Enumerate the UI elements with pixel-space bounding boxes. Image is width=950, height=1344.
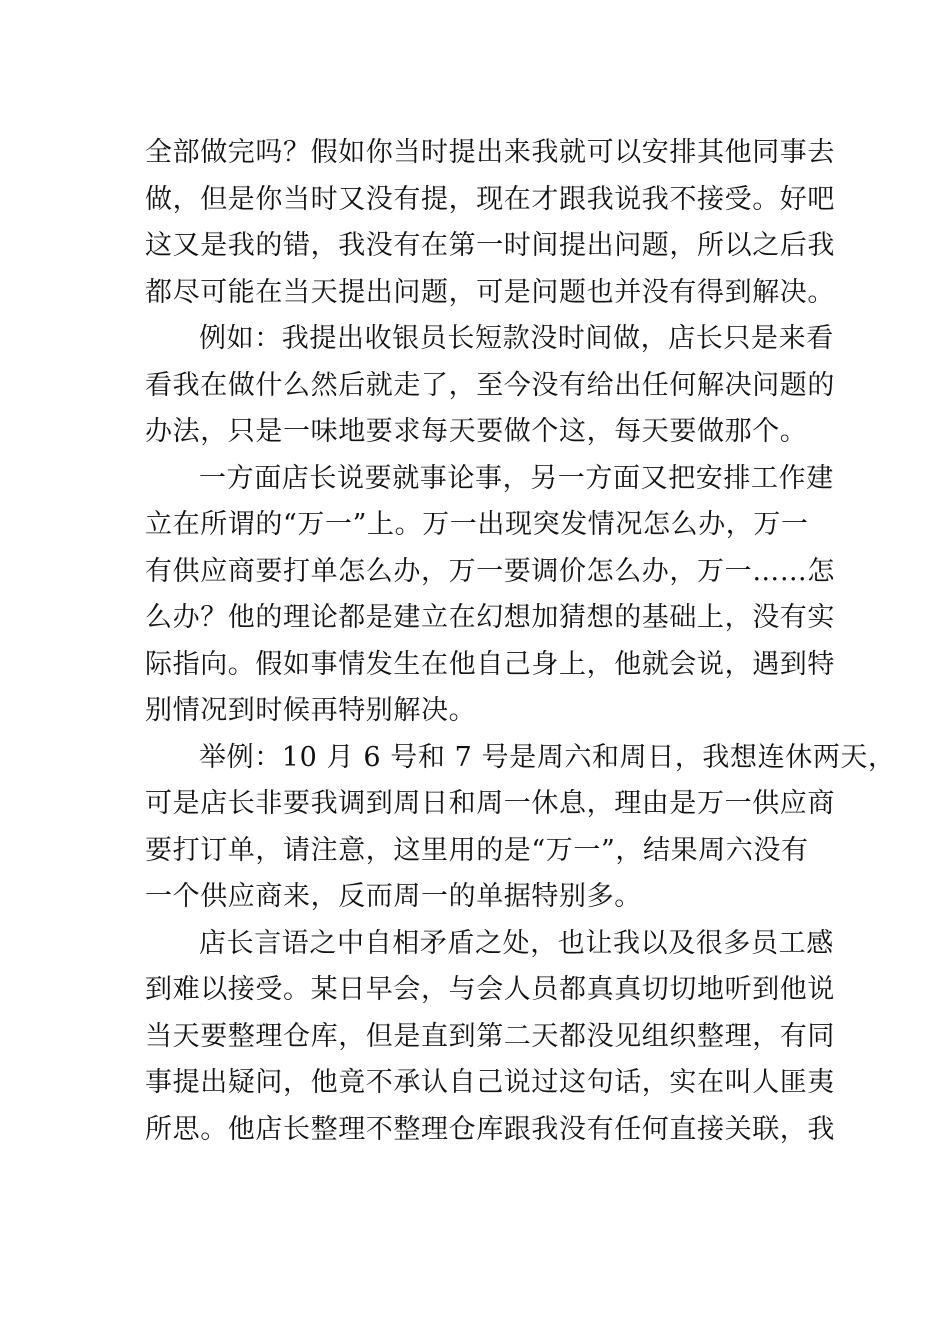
text-line: 一方面店长说要就事论事，另一方面又把安排工作建 (199, 462, 834, 494)
text-line: 可是店长非要我调到周日和周一休息，理由是万一供应商 (145, 788, 835, 819)
paragraph-2 (145, 316, 835, 456)
text-line: 要打订单，请注意，这里用的是“万一”，结果周六没有 (145, 834, 809, 866)
text-line: 举例：10 月 6 号和 7 号是周六和周日，我想连休两天， (199, 741, 896, 773)
text-line: 例如：我提出收银员长短款没时间做，店长只是来看 (199, 323, 834, 354)
text-line: 都尽可能在当天提出问题，可是问题也并没有得到解决。 (145, 276, 835, 308)
paragraph-4 (145, 735, 896, 921)
text-line: 这又是我的错，我没有在第一时间提出问题，所以之后我 (145, 230, 835, 261)
text-line: 事提出疑问，他竟不承认自己说过这句话，实在叫人匪夷 (145, 1067, 835, 1098)
paragraph-5 (145, 921, 835, 1154)
text-line: 到难以接受。某日早会，与会人员都真真切切地听到他说 (145, 974, 835, 1005)
text-line: 所思。他店长整理不整理仓库跟我没有任何直接关联，我 (145, 1113, 835, 1145)
text-line: 看我在做什么然后就走了，至今没有给出任何解决问题的 (145, 369, 835, 401)
text-line: 一个供应商来，反而周一的单据特别多。 (145, 881, 642, 912)
paragraph-3 (145, 456, 835, 735)
document-body (145, 130, 896, 1153)
text-line: 立在所谓的“万一”上。万一出现突发情况怎么办，万一 (145, 509, 809, 540)
text-line: 办法，只是一味地要求每天要做个这，每天要做那个。 (145, 416, 808, 447)
text-line: 做，但是你当时又没有提，现在才跟我说我不接受。好吧 (145, 183, 835, 215)
text-line: 别情况到时候再特别解决。 (145, 695, 477, 726)
text-line: 有供应商要打单怎么办，万一要调价怎么办，万一……怎 (145, 555, 835, 587)
text-line: 当天要整理仓库，但是直到第二天都没见组织整理，有同 (145, 1020, 835, 1052)
text-line: 全部做完吗？假如你当时提出来我就可以安排其他同事去 (145, 137, 835, 168)
text-line: 么办？他的理论都是建立在幻想加猜想的基础上，没有实 (145, 602, 835, 633)
text-line: 际指向。假如事情发生在他自己身上，他就会说，遇到特 (145, 648, 835, 680)
text-line: 店长言语之中自相矛盾之处，也让我以及很多员工感 (199, 927, 834, 959)
paragraph-1 (145, 130, 835, 316)
